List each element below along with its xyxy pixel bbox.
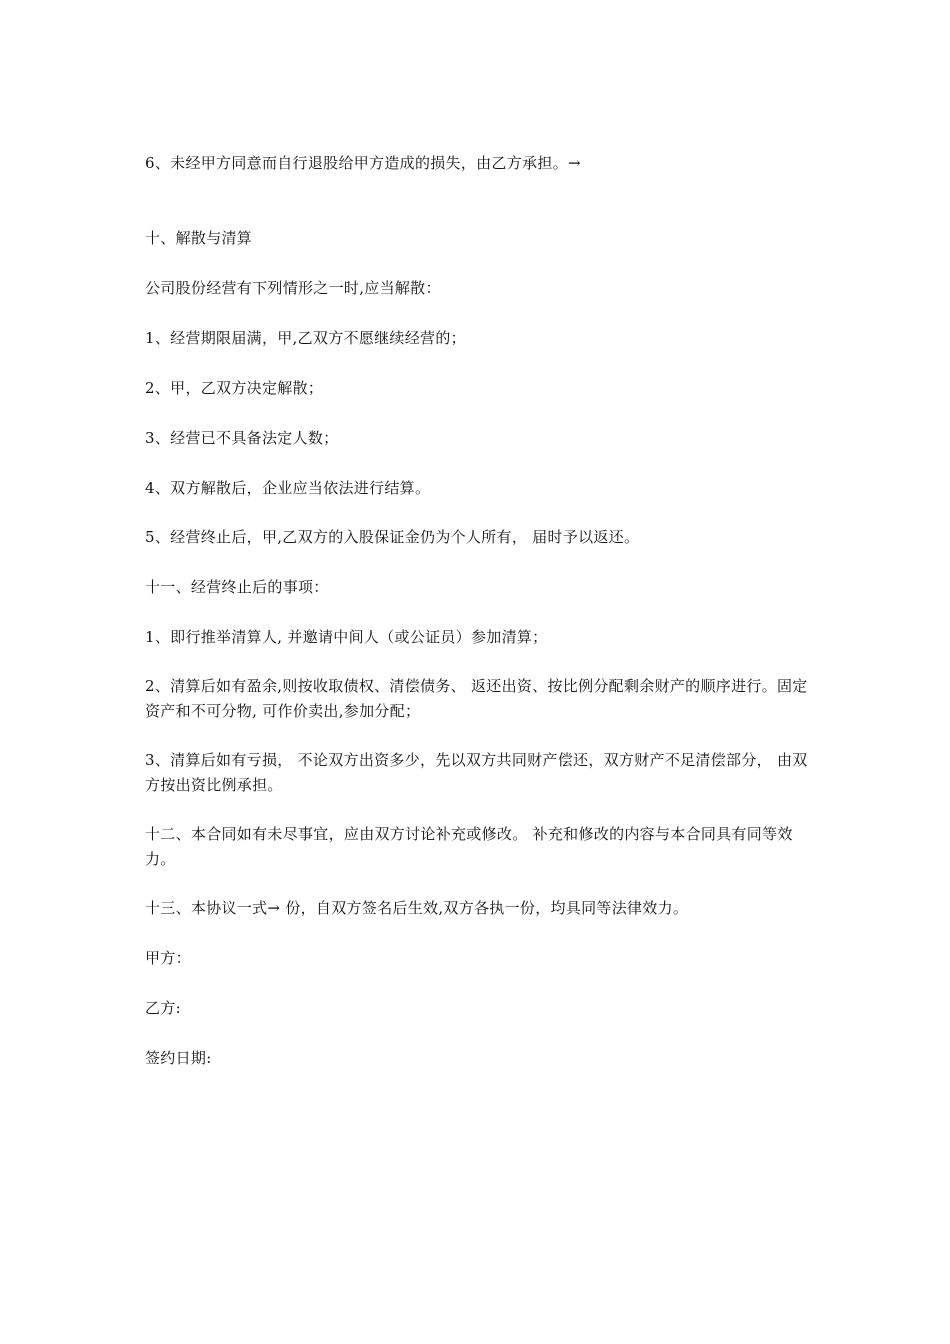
signing-date-line: 签约日期: [145, 1049, 212, 1067]
section-10-item-1: 1、经营期限届满，甲,乙双方不愿继续经营的； [145, 329, 466, 347]
section-12-clause: 十二、本合同如有未尽事宜，应由双方讨论补充或修改。 补充和修改的内容与本合同具有同等效力。 [145, 825, 793, 868]
section-11-item-1: 1、即行推举清算人, 并邀请中间人（或公证员）参加清算； [145, 628, 548, 646]
section-10-heading: 十、解散与清算 [145, 229, 253, 247]
section-10-item-3: 3、经营已不具备法定人数； [145, 429, 339, 447]
section-11-heading: 十一、经营终止后的事项： [145, 578, 329, 596]
section-11-item-2: 2、清算后如有盈余,则按收取债权、清偿债务、 返还出资、按比例分配剩余财产的顺序进行。固定资产和不可分物, 可作价卖出,参加分配； [145, 677, 808, 720]
section-10-intro: 公司股份经营有下列情形之一时,应当解散： [145, 279, 441, 297]
section-13-clause: 十三、本协议一式→ 份，自双方签名后生效,双方各执一份，均具同等法律效力。 [145, 899, 689, 917]
section-11-item-3: 3、清算后如有亏损， 不论双方出资多少，先以双方共同财产偿还，双方财产不足清偿部分， 由双方按出资比例承担。 [145, 751, 808, 794]
party-b-signature-line: 乙方: [145, 999, 181, 1017]
clause-6-withdrawal-loss: 6、未经甲方同意而自行退股给甲方造成的损失，由乙方承担。→ [145, 154, 581, 172]
section-10-item-2: 2、甲，乙双方决定解散； [145, 379, 324, 397]
section-10-item-5: 5、经营终止后，甲,乙双方的入股保证金仍为个人所有， 届时予以返还。 [145, 528, 640, 546]
party-a-signature-line: 甲方： [145, 949, 191, 967]
section-10-item-4: 4、双方解散后，企业应当依法进行结算。 [145, 479, 431, 497]
